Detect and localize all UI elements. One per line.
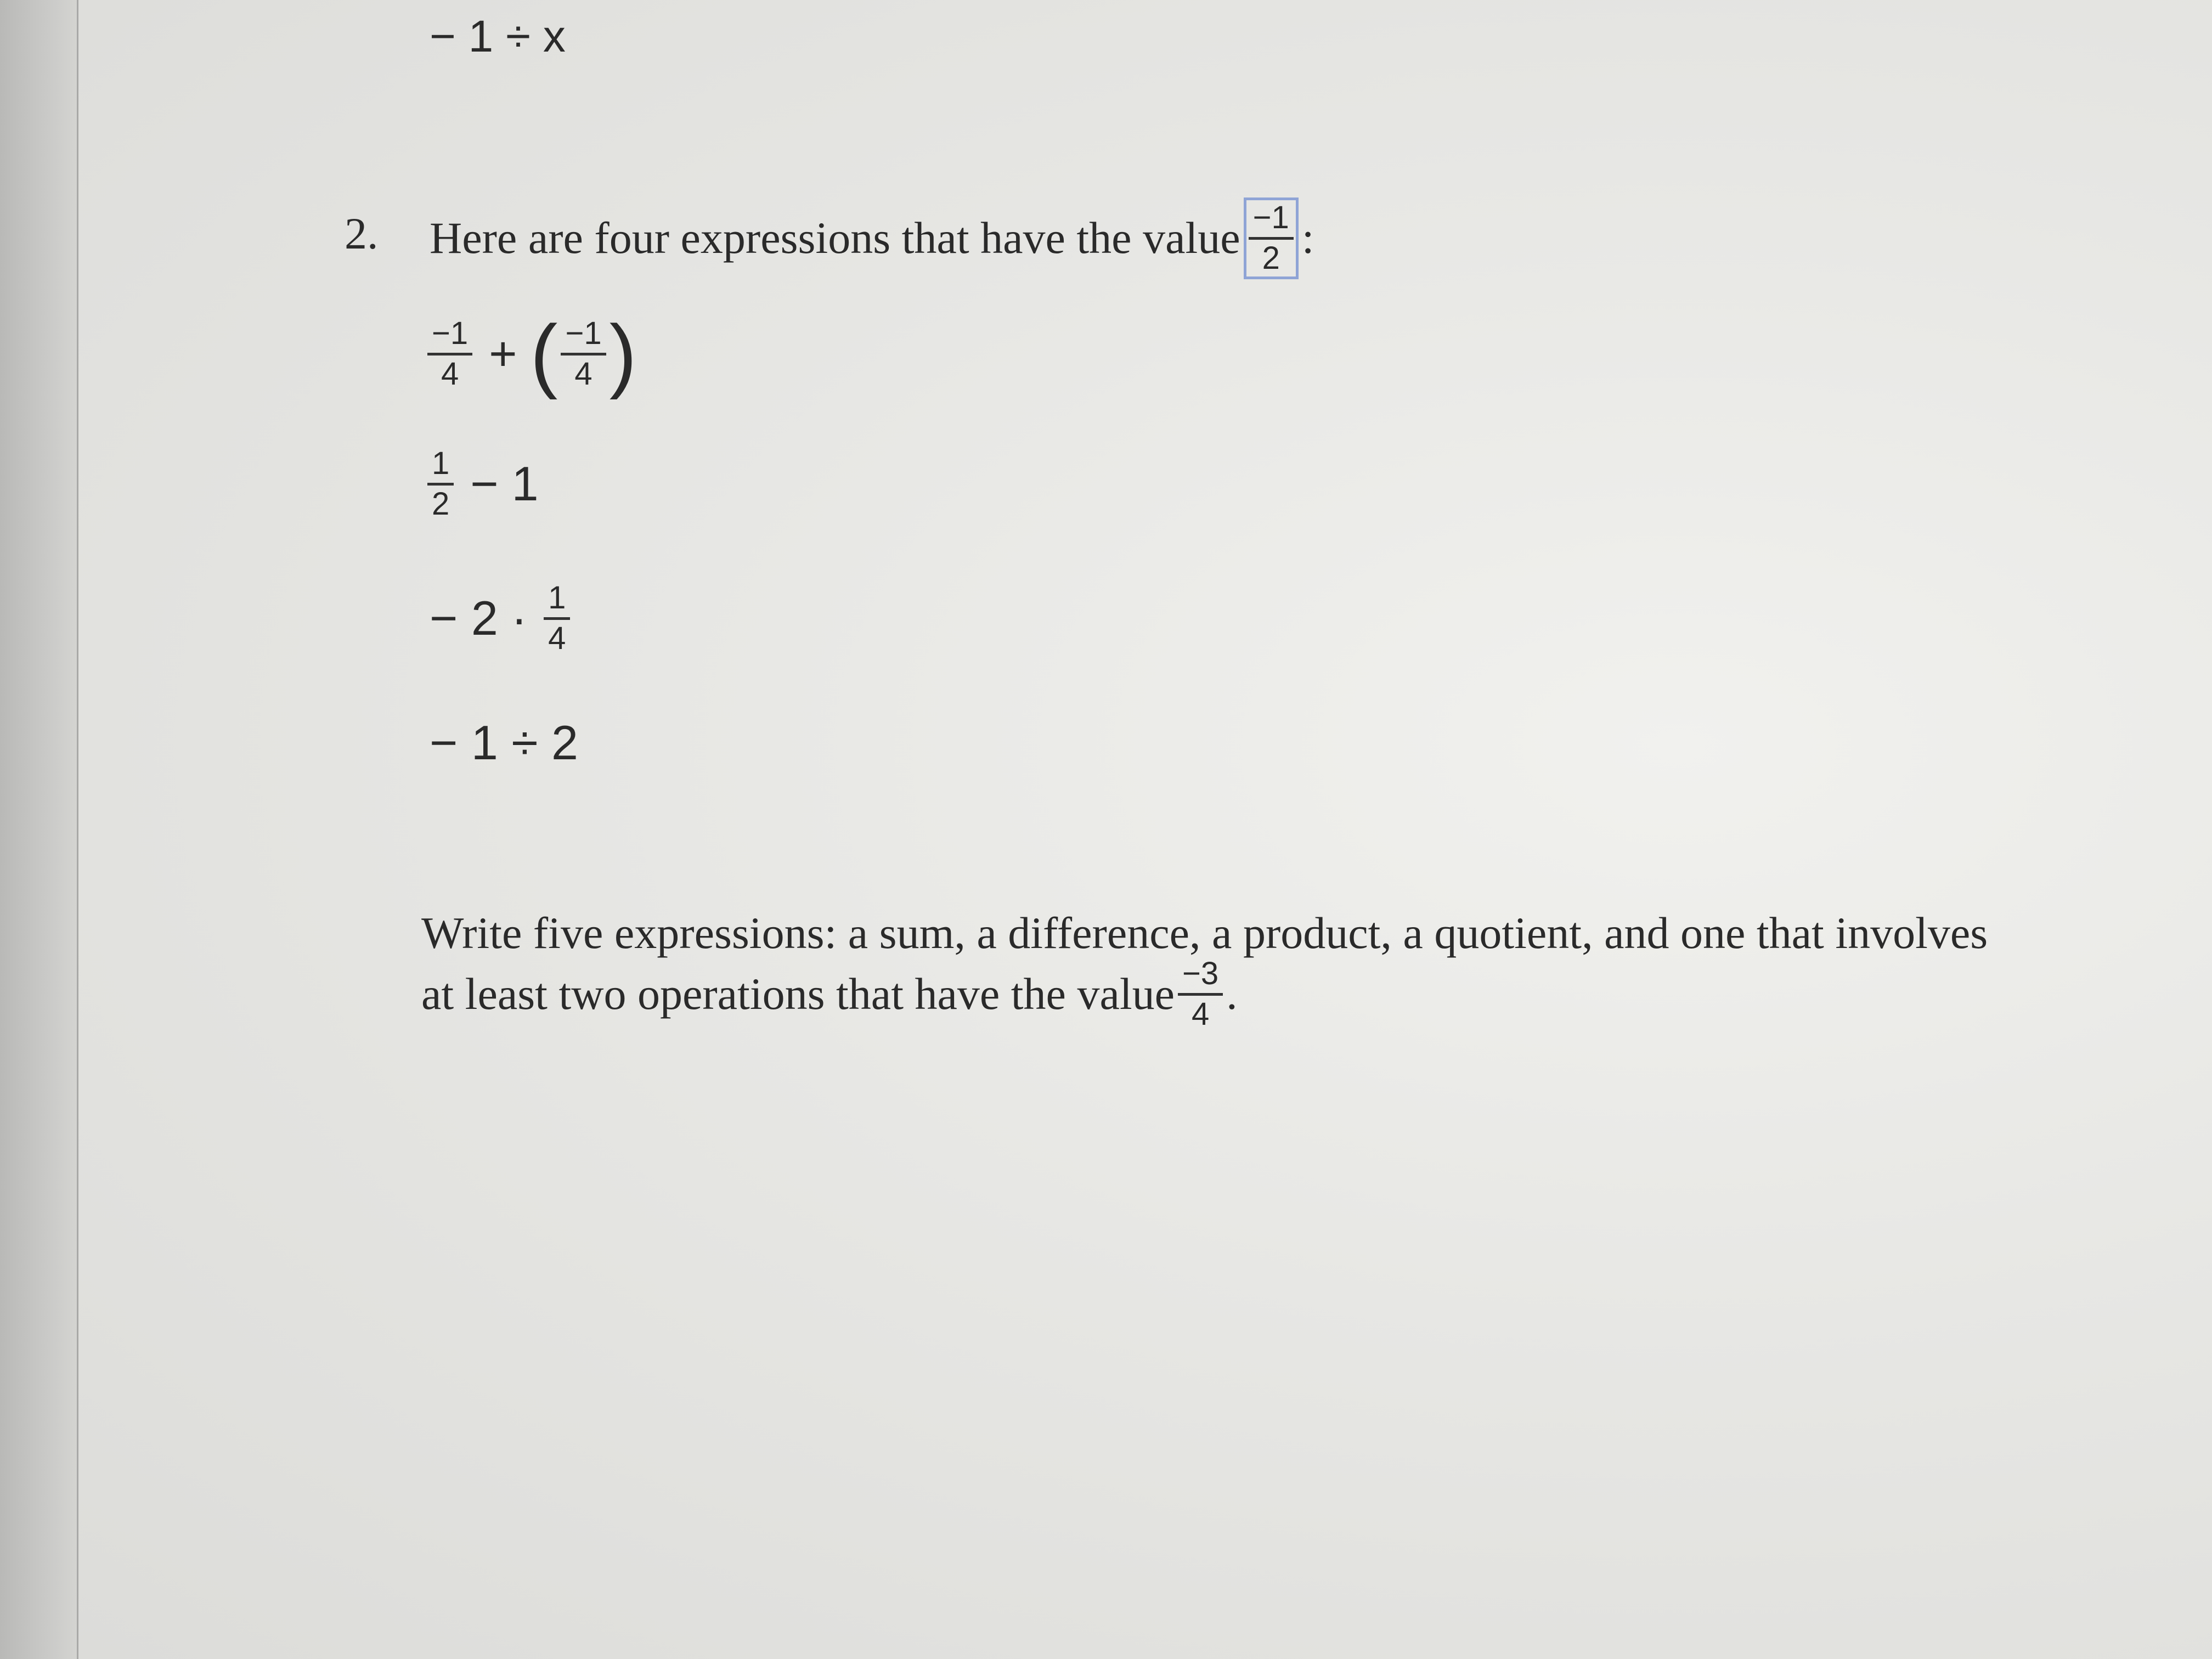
plus-operator: + — [489, 326, 517, 381]
fraction: 1 2 — [427, 447, 454, 521]
task-line-2: at least two operations that have the value −3 4 . — [421, 956, 1238, 1032]
operand: 1 — [511, 456, 539, 511]
fraction: −1 4 — [561, 317, 606, 391]
target-value-fraction[interactable] — [1244, 198, 1299, 279]
expression-4: − 1 ÷ 2 — [430, 715, 578, 770]
operand: − 2 — [430, 591, 498, 646]
intro-colon: : — [1301, 213, 1314, 263]
close-paren: ) — [609, 308, 637, 400]
fraction: −1 4 — [427, 317, 472, 391]
multiply-operator: · — [511, 591, 528, 646]
previous-expression: − 1 ÷ x — [430, 12, 566, 61]
document-page — [78, 0, 2212, 1659]
intro-text: Here are four expressions that have the value — [430, 213, 1240, 263]
open-paren: ( — [530, 308, 558, 400]
expression-2 — [424, 447, 539, 521]
expression-3 — [430, 582, 573, 656]
screen-bezel — [0, 0, 78, 1659]
fraction: 1 4 — [544, 582, 570, 656]
fraction-numerator: −1 — [1252, 200, 1289, 235]
problem-number: 2. — [345, 208, 379, 258]
fraction-bar — [1249, 237, 1294, 240]
minus-operator: − — [470, 456, 499, 511]
fraction-denominator: 2 — [1262, 240, 1280, 276]
problem-intro — [430, 198, 1314, 279]
task-line-1: Write five expressions: a sum, a difference, a product, a quotient, and one that involves — [421, 908, 1988, 958]
expression-1 — [424, 308, 637, 400]
task-value-fraction: −3 4 — [1178, 957, 1223, 1031]
